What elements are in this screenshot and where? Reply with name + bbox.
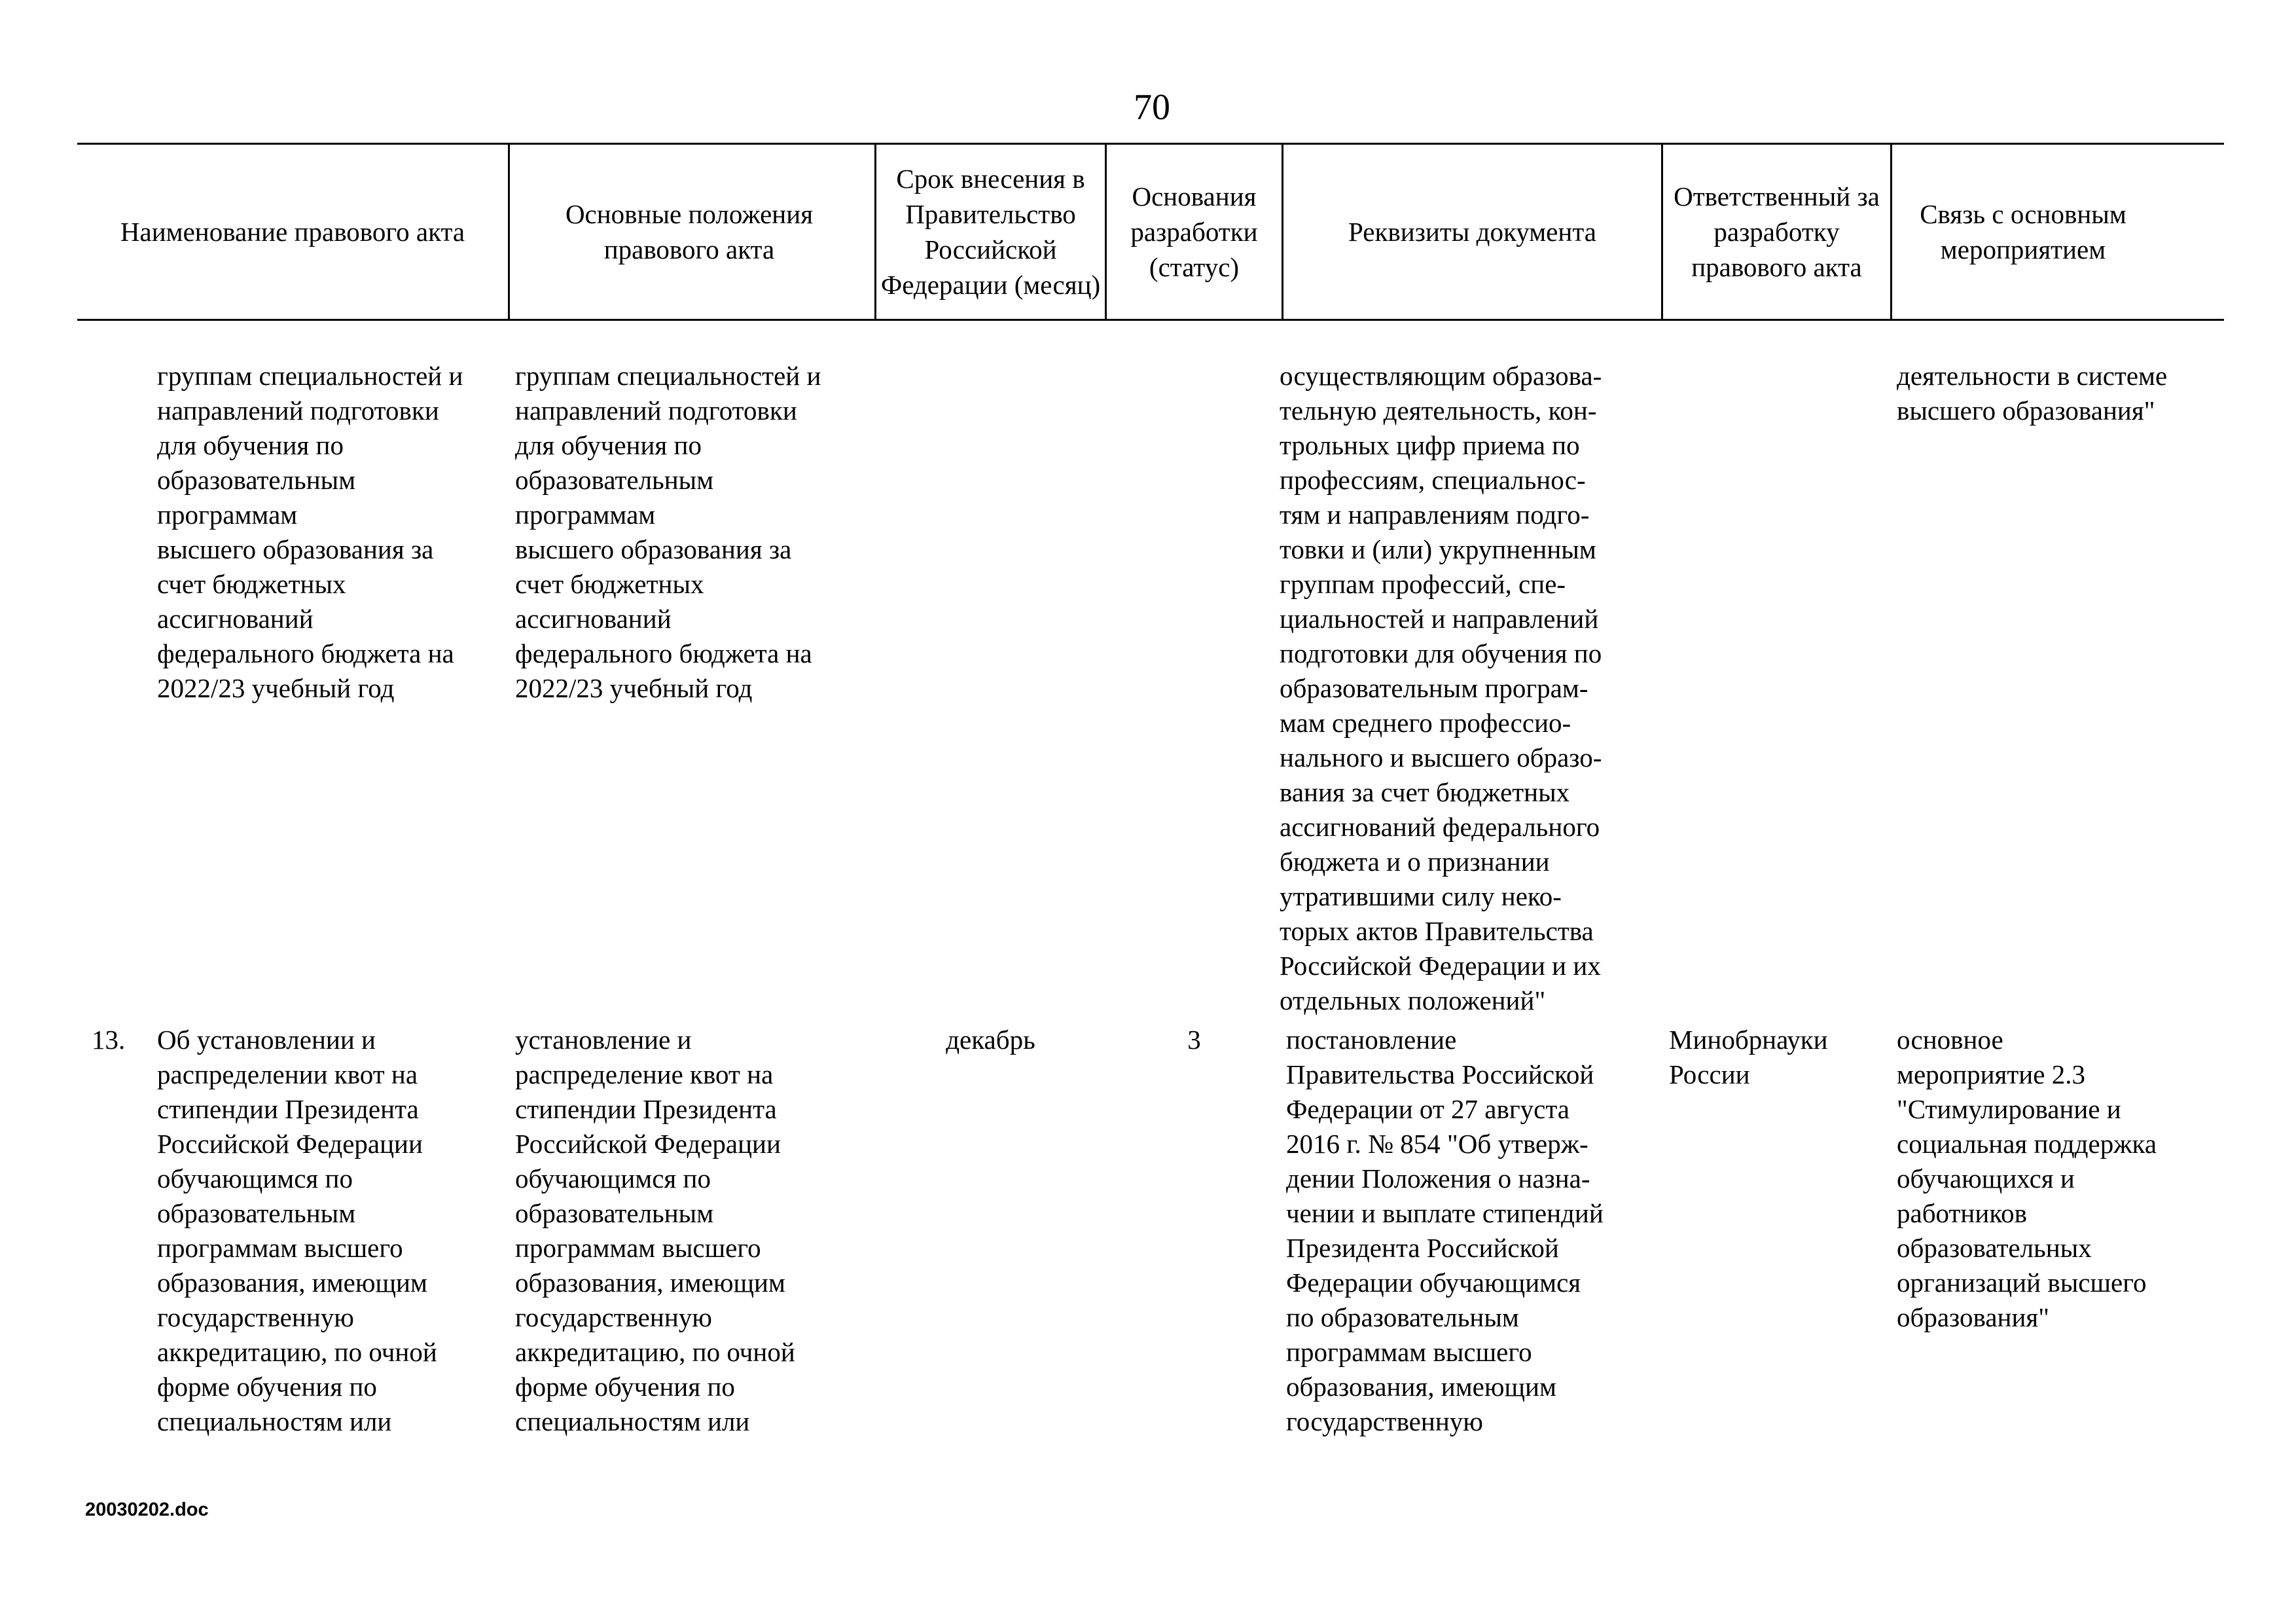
row-provisions: установление и распределение квот на стипендии Президента Российской Федерации обучающимся по образовательным программам высшего образования, имеющим государственную аккредитацию, по очной форме обучения по специальностям или [515, 1025, 795, 1436]
row-requisites: постановление Правительства Российской Федерации от 27 августа 2016 г. № 854 "Об утверж- дении Положения о назна- чении и выплате стипендий Президента Российской Федерации обучающимся по образовательным программам высшего образования, имеющим государственную [1286, 1025, 1604, 1436]
row-name: группам специальностей и направлений подготовки для обучения по образовательным программам высшего образования за счет бюджетных ассигнований федерального бюджета на 2022/23 учебный год [157, 361, 463, 703]
row-name: Об установлении и распределении квот на стипендии Президента Российской Федерации обучающимся по образовательным программам высшего образования, имеющим государственную аккредитацию, по очной форме обучения по специальностям или [157, 1025, 437, 1436]
row-link: деятельности в системе высшего образования" [1897, 361, 2168, 426]
header-responsible: Ответственный за разработку правового акта [1674, 181, 1880, 282]
row-link: основное мероприятие 2.3 "Стимулирование и социальная поддержка обучающихся и работников образовательных организаций высшего образования" [1897, 1025, 2157, 1332]
row-responsible: Минобрнауки России [1669, 1025, 1828, 1089]
row-provisions: группам специальностей и направлений подготовки для обучения по образовательным программам высшего образования за счет бюджетных ассигнований федерального бюджета на 2022/23 учебный год [515, 361, 821, 703]
row-basis: 3 [1187, 1025, 1201, 1055]
header-deadline: Срок внесения в Правительство Российской Федерации (месяц) [880, 164, 1101, 300]
header-requisites: Реквизиты документа [1348, 217, 1596, 247]
header-divider [508, 143, 510, 321]
row-deadline: декабрь [946, 1025, 1035, 1055]
file-name-footer: 20030202.doc [85, 1499, 209, 1520]
header-basis: Основания разработки (статус) [1130, 181, 1258, 282]
header-provisions: Основные положения правового акта [565, 199, 814, 264]
row-number: 13. [92, 1025, 126, 1055]
header-link: Связь с основным мероприятием [1920, 199, 2126, 264]
header-act-name: Наименование правового акта [120, 217, 465, 247]
row-requisites: осуществляющим образова- тельную деятельность, кон- трольных цифр приема по профессиям, специальнос- тям и направлениям подго- товки и (или) укрупненным группам профессий, спе- циальностей и направлений подготовки для обучения по образовательным програм- мам среднего профессио- нального и высшего образо- вания за счет бюджетных ассигнований федерального бюджета и о признании утратившими силу неко- торых актов Правительства Российской Федерации и их отдельных положений" [1280, 361, 1602, 1015]
page-number: 70 [1134, 87, 1170, 128]
